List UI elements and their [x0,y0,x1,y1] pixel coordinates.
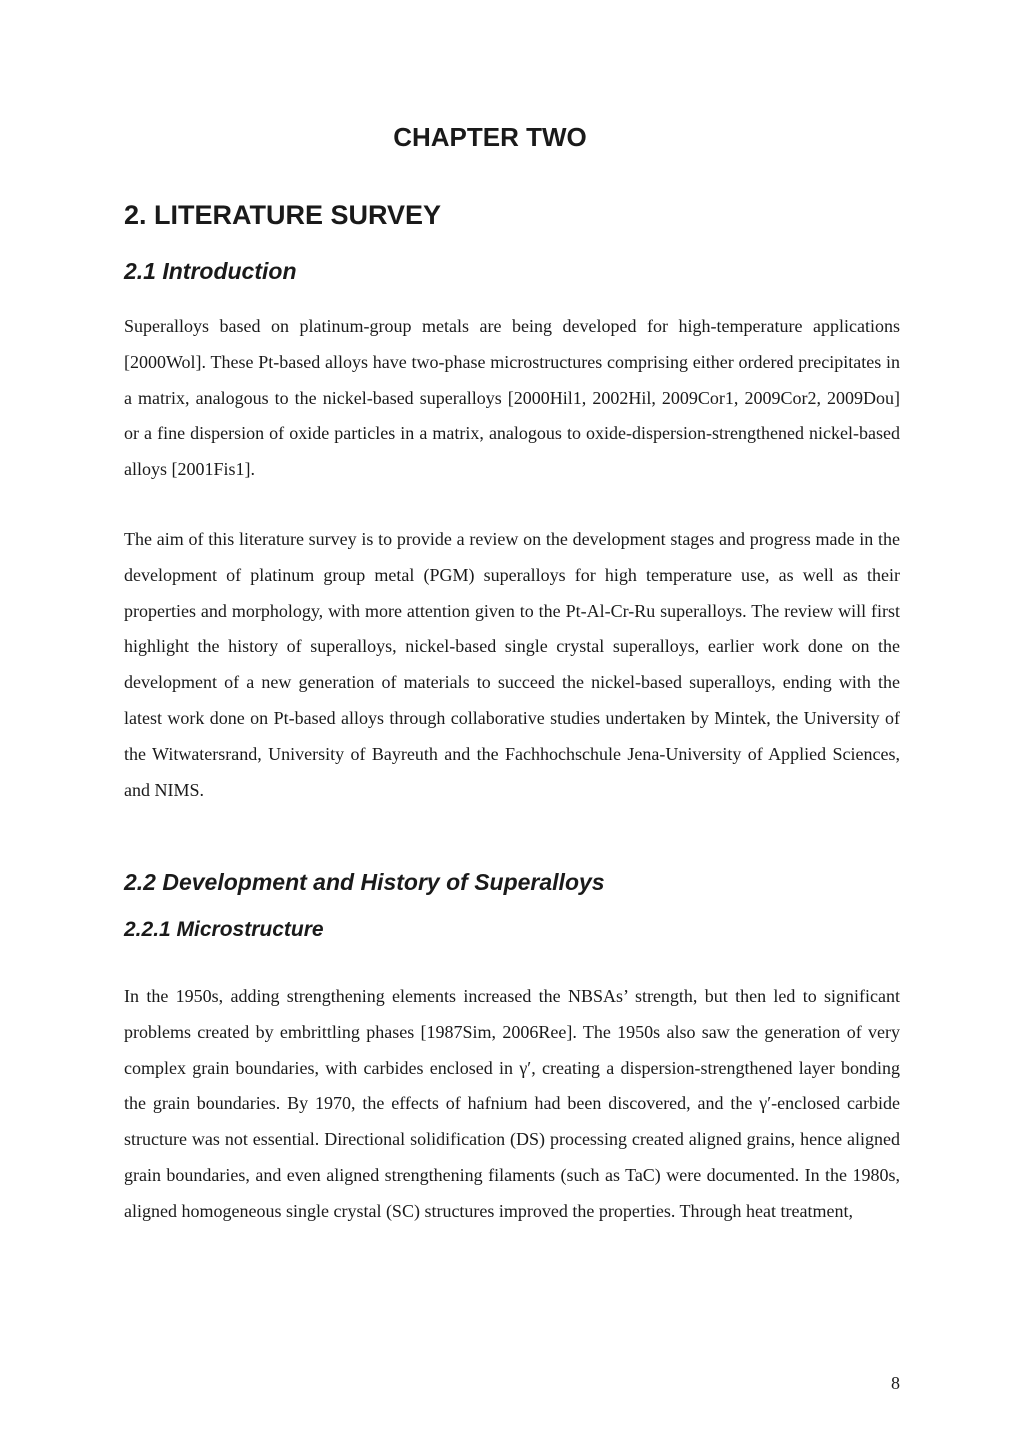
introduction-heading: 2.1 Introduction [124,258,297,284]
introduction-paragraph-2: The aim of this literature survey is to provide a review on the development stages and progress made in the development of platinum group metal (PGM) superalloys for high temperature use, as well as their properties and morphology, with more attention given to the Pt-Al-Cr-Ru superalloys. The review will first highlight the history of superalloys, nickel-based single crystal superalloys, earlier work done on the development of a new generation of materials to succeed the nickel-based superalloys, ending with the latest work done on Pt-based alloys through collaborative studies undertaken by Mintek, the University of the Witwatersrand, University of Bayreuth and the Fachhochschule Jena-University of Applied Sciences, and NIMS. [124,529,900,800]
introduction-paragraph-1: Superalloys based on platinum-group metals are being developed for high-temperature applications [2000Wol]. These Pt-based alloys have two-phase microstructures comprising either ordered precipitates in a matrix, analogous to the nickel-based superalloys [2000Hil1, 2002Hil, 2009Cor1, 2009Cor2, 2009Dou] or a fine dispersion of oxide particles in a matrix, analogous to oxide-dispersion-strengthened nickel-based alloys [2001Fis1]. [124,316,900,480]
microstructure-heading: 2.2.1 Microstructure [124,918,324,941]
section-title: 2. LITERATURE SURVEY [124,200,442,230]
microstructure-paragraph: In the 1950s, adding strengthening elements increased the NBSAs’ strength, but then led to significant problems created by embrittling phases [1987Sim, 2006Ree]. The 1950s also saw the generation of very complex grain boundaries, with carbides enclosed in γ′, creating a dispersion-strengthened layer bonding the grain boundaries. By 1970, the effects of hafnium had been discovered, and the γ′-enclosed carbide structure was not essential. Directional solidification (DS) processing created aligned grains, hence aligned grain boundaries, and even aligned strengthening filaments (such as TaC) were documented. In the 1980s, aligned homogeneous single crystal (SC) structures improved the properties. Through heat treatment, [124,986,900,1221]
page-number: 8 [891,1373,900,1393]
history-heading: 2.2 Development and History of Superalloys [124,869,605,895]
chapter-title: CHAPTER TWO [393,122,587,152]
